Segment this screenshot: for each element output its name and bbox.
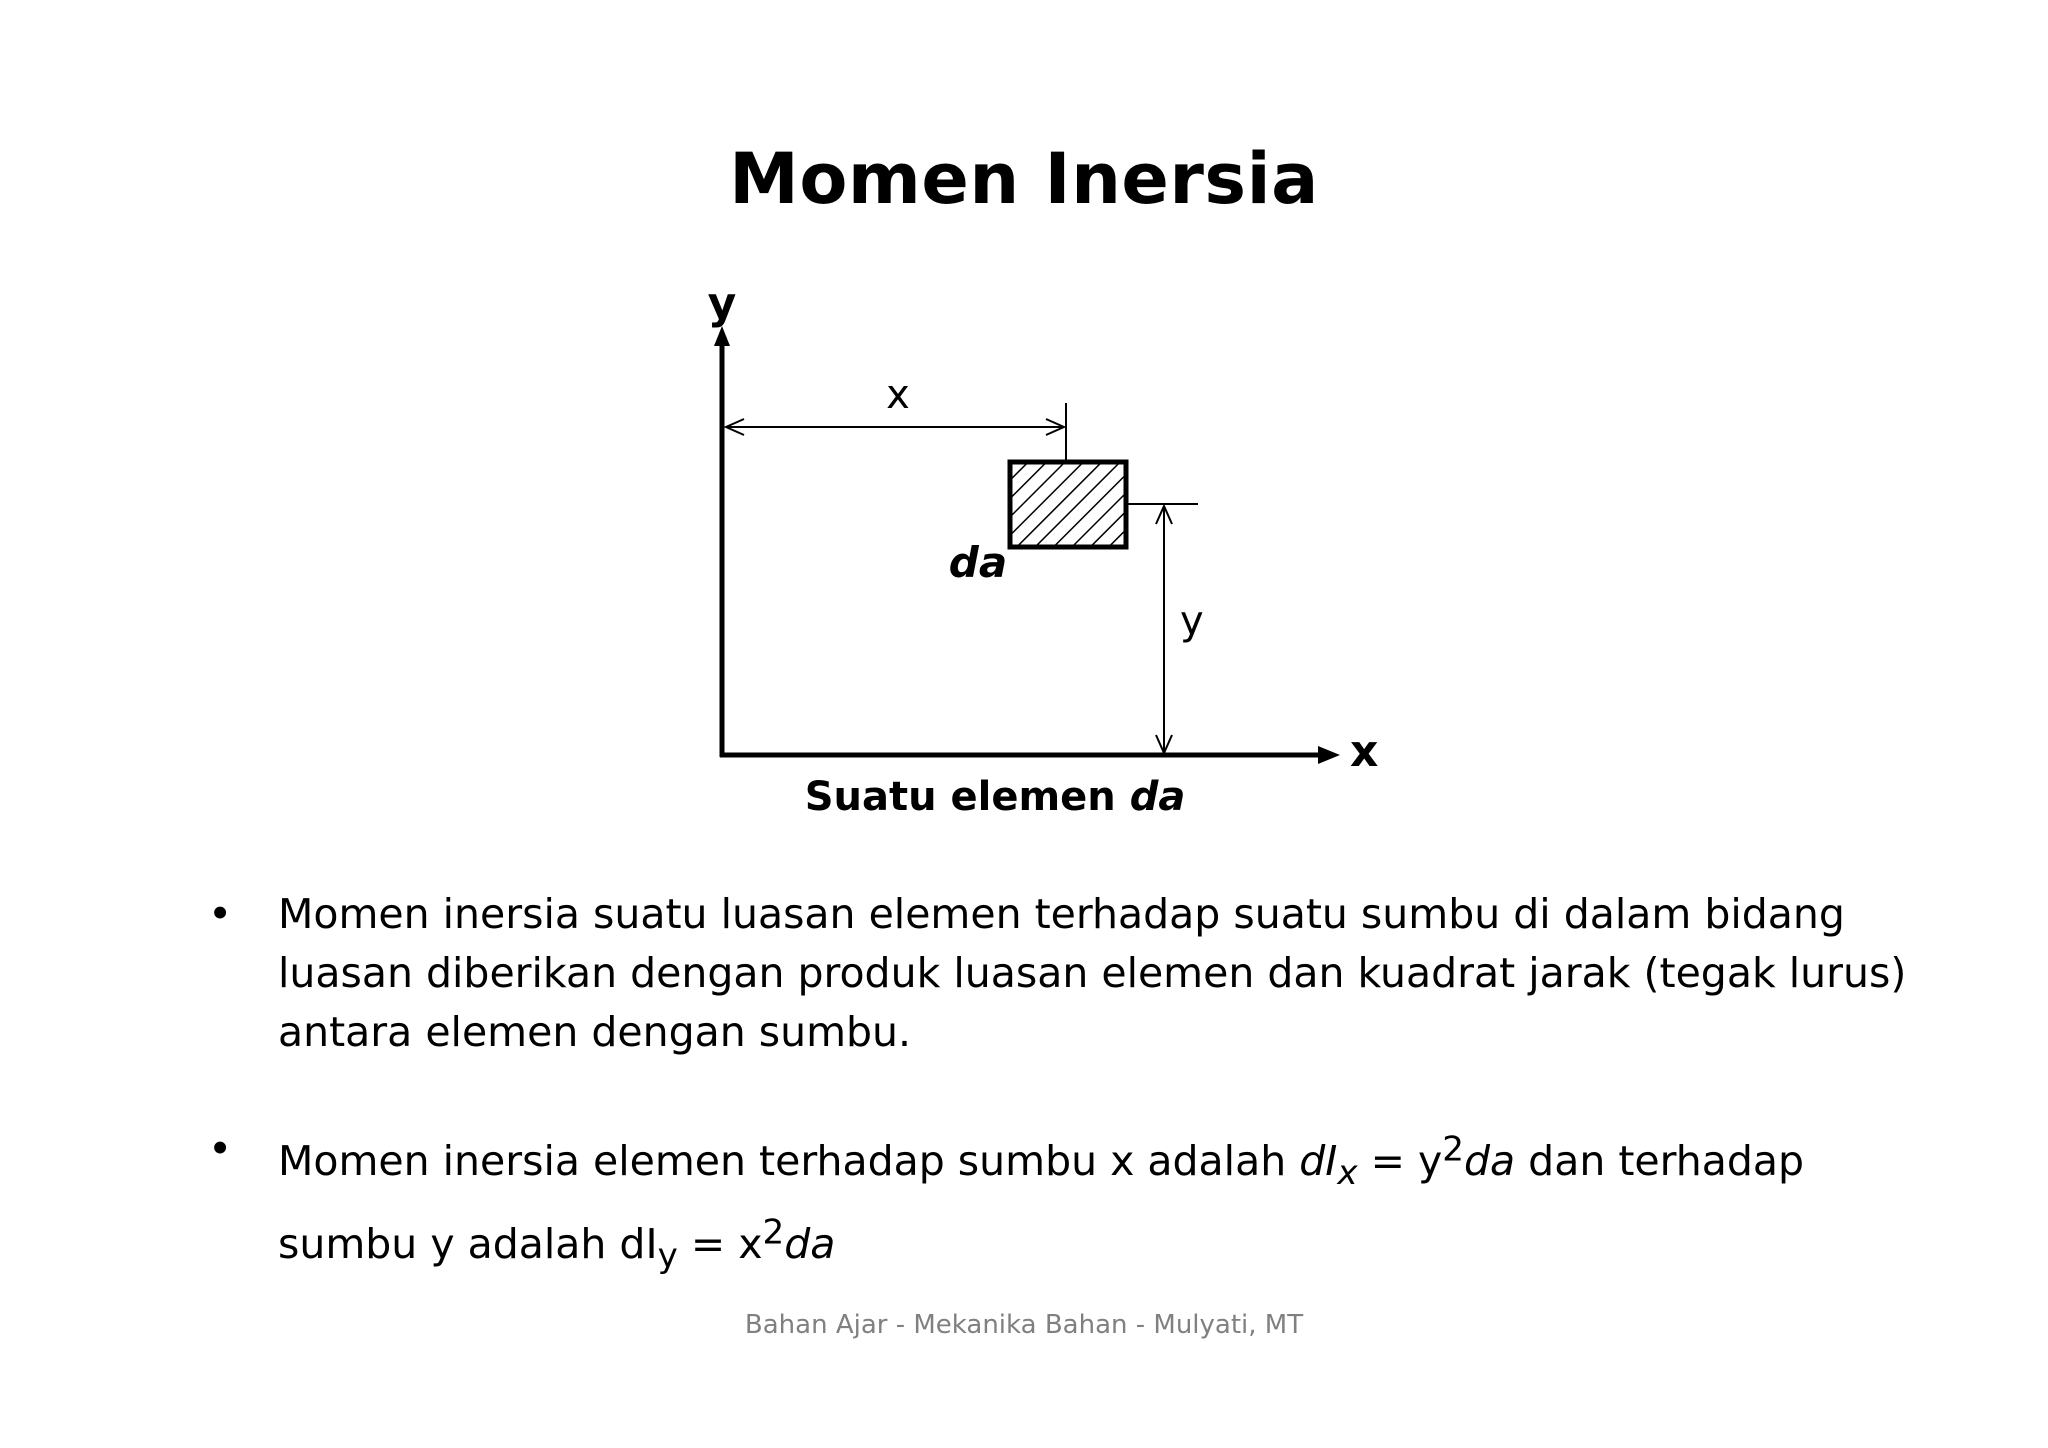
bullet-marker: • — [208, 1125, 233, 1173]
caption-prefix: Suatu elemen — [804, 774, 1116, 820]
y-axis-arrowhead — [714, 326, 730, 346]
bullet-list — [200, 885, 1920, 1286]
x-axis-arrowhead — [1318, 746, 1340, 764]
x-axis-label: x — [1350, 726, 1379, 777]
formula-dIx: dI — [1299, 1136, 1338, 1185]
x-dimension-label: x — [886, 372, 910, 418]
slide-title: Momen Inersia — [729, 138, 1319, 220]
bullet-item-2 — [200, 1120, 1920, 1286]
diagram-caption — [805, 774, 1186, 820]
subscript-y: y — [657, 1235, 678, 1276]
formula-da: da — [784, 1219, 836, 1268]
slide-footer: Bahan Ajar - Mekanika Bahan - Mulyati, MT — [744, 1310, 1304, 1340]
bullet-text-1: Momen inersia suatu luasan elemen terhadap suatu sumbu di dalam bidang luasan diberikan dengan produk luasan elemen dan kuadrat jarak (tegak lurus) antara elemen dengan sumbu. — [278, 890, 1907, 1056]
area-element-da — [1010, 462, 1126, 547]
bullet-text-2 — [278, 1129, 1805, 1276]
subscript-x: x — [1337, 1152, 1358, 1193]
y-axis-label: y — [707, 278, 737, 329]
b2-text-a: Momen inersia elemen terhadap sumbu x adalah — [278, 1136, 1300, 1185]
superscript-2: 2 — [1442, 1129, 1464, 1169]
element-label-da: da — [948, 538, 1008, 587]
b2-text-b: = y — [1357, 1136, 1443, 1185]
b2-text-d: = x — [677, 1219, 763, 1268]
bullet-marker: • — [208, 890, 233, 938]
y-dimension-label: y — [1180, 598, 1204, 644]
superscript-2: 2 — [762, 1211, 785, 1252]
formula-da: da — [1463, 1136, 1516, 1185]
caption-italic: da — [1129, 774, 1186, 820]
b2-text-c: dan terhadap sumbu y adalah dI — [278, 1136, 1805, 1268]
bullet-item-1 — [200, 885, 1920, 1062]
